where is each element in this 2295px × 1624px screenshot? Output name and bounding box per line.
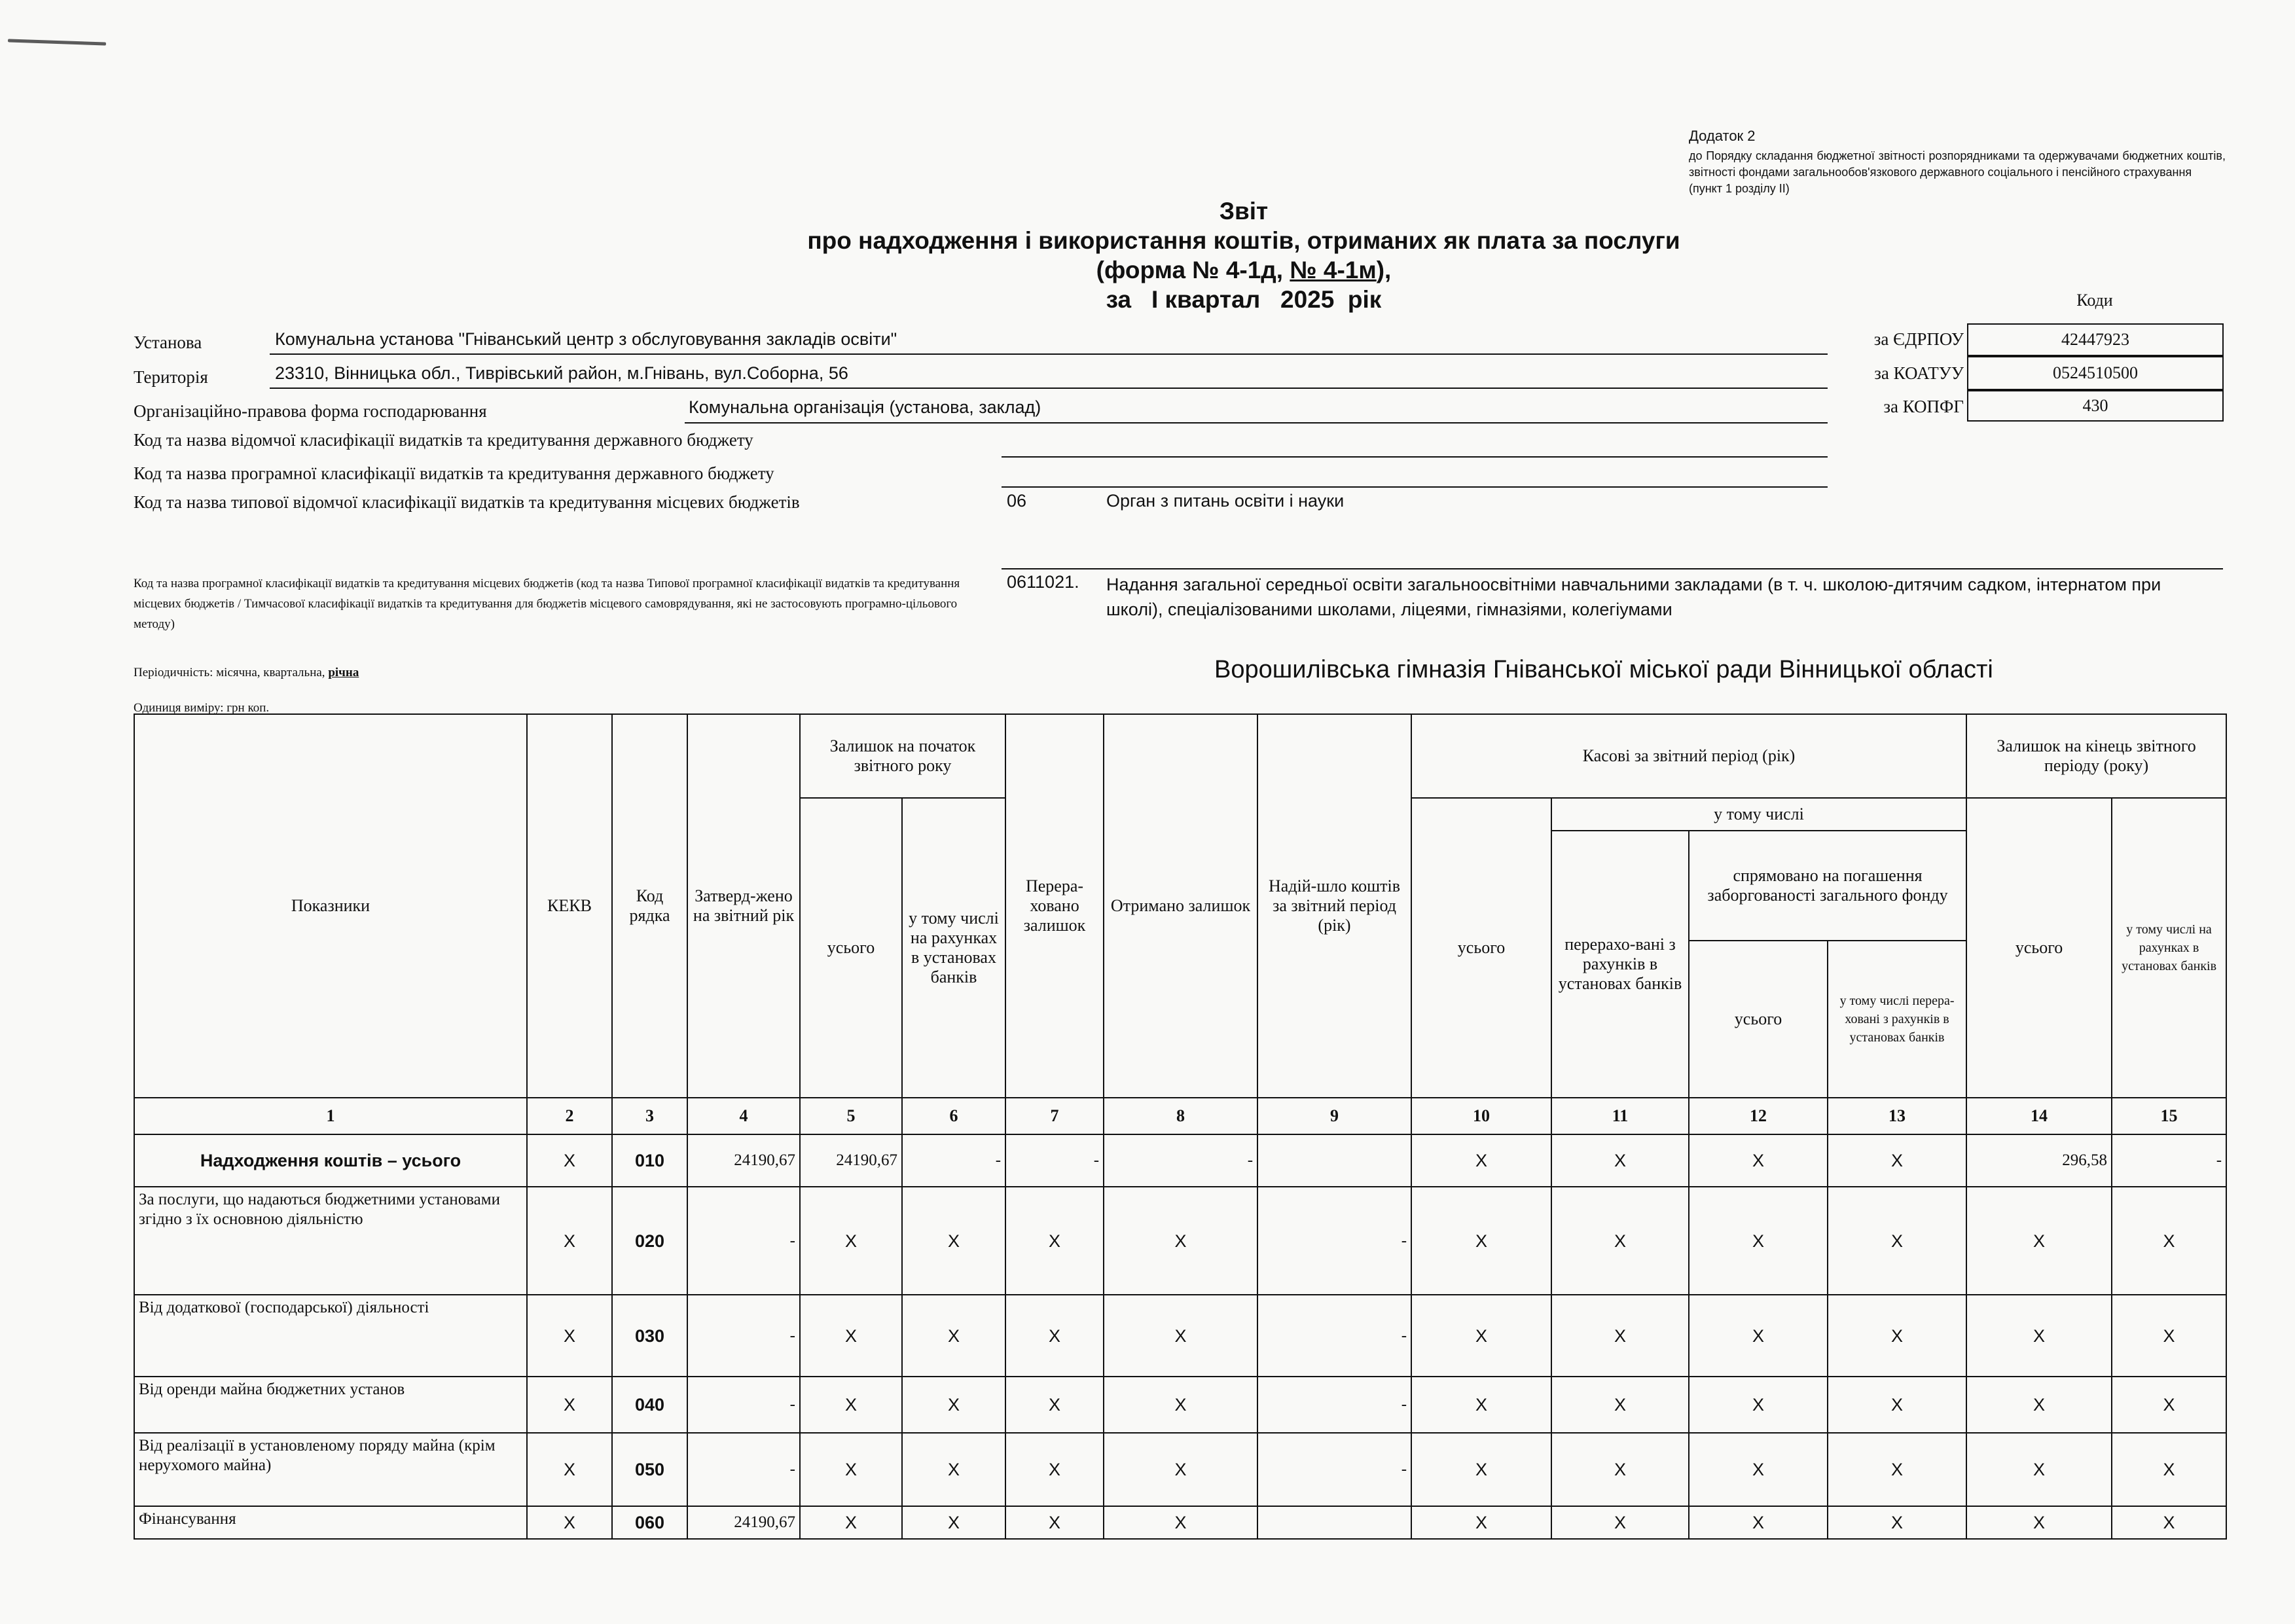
territory-value: 23310, Вінницька обл., Тиврівський район, м.Гнівань, вул.Соборна, 56 xyxy=(275,363,848,383)
table-cell: Х xyxy=(1689,1295,1828,1377)
row-name: Фінансування xyxy=(134,1506,527,1539)
table-cell: Х xyxy=(800,1187,902,1295)
report-subtitle: про надходження і використання коштів, отриманих як плата за послуги xyxy=(807,227,1680,254)
table-cell: Х xyxy=(1411,1187,1551,1295)
table-cell: 24190,67 xyxy=(687,1134,800,1187)
table-cell: 24190,67 xyxy=(800,1134,902,1187)
table-cell: Х xyxy=(800,1377,902,1433)
koatuu-label: за КОАТУУ xyxy=(1874,363,1964,383)
table-cell: Х xyxy=(1411,1377,1551,1433)
appendix-text: до Порядку складання бюджетної звітності розпорядниками та одержувачами бюджетних коштів, звітності фондами загальнообов'язкового державного соціального і пенсійного страхування xyxy=(1689,149,2226,179)
col-number: 15 xyxy=(2112,1098,2226,1134)
table-cell: Х xyxy=(902,1506,1005,1539)
prog-class-underline xyxy=(1002,486,1828,488)
col-number: 11 xyxy=(1551,1098,1689,1134)
edrpou-code: 42447923 xyxy=(2061,330,2129,349)
table-cell: Х xyxy=(902,1295,1005,1377)
table-cell: - xyxy=(687,1433,800,1506)
appendix-point: (пункт 1 розділу II) xyxy=(1689,182,1790,195)
col-kekv: КЕКВ xyxy=(527,714,612,1098)
appendix-note xyxy=(1689,128,2226,197)
table-cell: Х xyxy=(2112,1295,2226,1377)
col-number: 10 xyxy=(1411,1098,1551,1134)
table-cell: - xyxy=(1104,1134,1257,1187)
typical-dept-code: 06 xyxy=(1007,491,1027,511)
col-number: 7 xyxy=(1005,1098,1104,1134)
table-cell: Х xyxy=(2112,1187,2226,1295)
institution-label: Установа xyxy=(134,333,202,352)
col-number: 4 xyxy=(687,1098,800,1134)
col-cash-including: у тому числі xyxy=(1551,798,1966,831)
table-cell: Х xyxy=(1005,1377,1104,1433)
table-cell: Х xyxy=(902,1187,1005,1295)
table-cell: Х xyxy=(800,1506,902,1539)
col-number: 6 xyxy=(902,1098,1005,1134)
table-cell: - xyxy=(1257,1377,1411,1433)
table-row xyxy=(134,1187,2226,1295)
col-debt-repayment: спрямовано на погашення заборгованості загального фонду xyxy=(1689,831,1966,941)
codes-header: Коди xyxy=(2076,291,2113,310)
periodicity-selected: річна xyxy=(328,666,359,679)
report-period: за І квартал 2025 рік xyxy=(1106,286,1382,313)
table-cell: Х xyxy=(1411,1134,1551,1187)
row-name: Від додаткової (господарської) діяльності xyxy=(134,1295,527,1377)
kopfg-code: 430 xyxy=(2082,396,2108,415)
report-table xyxy=(134,713,2227,1540)
local-prog-label: Код та назва програмної класифікації видатків та кредитування місцевих бюджетів (код та назва Типової програмної класифікації видатків та кредитування місцевих бюджетів / Тимчасової класифікації видатків та кредитування для бюджетів місцевого самоврядування, які не застосовують програмно-цільового методу) xyxy=(134,577,960,631)
table-cell: Х xyxy=(1828,1506,1966,1539)
table-cell: Х xyxy=(1689,1134,1828,1187)
scan-artifact xyxy=(8,39,106,45)
table-cell: Х xyxy=(1966,1506,2112,1539)
table-cell: Х xyxy=(1551,1134,1689,1187)
table-cell: Х xyxy=(1411,1506,1551,1539)
table-cell: Х xyxy=(1689,1433,1828,1506)
table-cell: Х xyxy=(800,1433,902,1506)
legal-form-label: Організаційно-правова форма господарювання xyxy=(134,401,487,421)
table-cell: Х xyxy=(1551,1377,1689,1433)
organization-name: Ворошилівська гімназія Гніванської міської ради Вінницької області xyxy=(1214,656,1993,683)
table-cell: Х xyxy=(2112,1377,2226,1433)
table-cell: Х xyxy=(1828,1134,1966,1187)
table-cell: - xyxy=(2112,1134,2226,1187)
col-indicators: Показники xyxy=(134,714,527,1098)
table-cell: Х xyxy=(1104,1187,1257,1295)
report-title: Звіт xyxy=(1219,198,1269,225)
table-cell: 296,58 xyxy=(1966,1134,2112,1187)
table-cell: Х xyxy=(1411,1295,1551,1377)
table-cell: Х xyxy=(1966,1187,2112,1295)
table-cell: Х xyxy=(1104,1433,1257,1506)
table-cell: Х xyxy=(1689,1506,1828,1539)
table-cell: Х xyxy=(1411,1433,1551,1506)
table-cell: Х xyxy=(527,1377,612,1433)
local-prog-name: Надання загальної середньої освіти загальноосвітніми навчальними закладами (в т. ч. школою-дитячим садком, інтернатом при школі), спеціалізованими школами, ліцеями, гімназіями, колегіумами xyxy=(1106,575,2161,619)
col-balance-end: Залишок на кінець звітного періоду (року) xyxy=(1966,714,2226,798)
table-cell: - xyxy=(1257,1187,1411,1295)
legal-form-underline xyxy=(685,422,1828,424)
table-cell: 24190,67 xyxy=(687,1506,800,1539)
table-cell: 060 xyxy=(612,1506,687,1539)
table-cell: - xyxy=(1257,1433,1411,1506)
institution-value: Комунальна установа "Гніванський центр з обслуговування закладів освіти" xyxy=(275,329,897,349)
column-number-row xyxy=(134,1098,2226,1134)
typical-dept-label: Код та назва типової відомчої класифікації видатків та кредитування місцевих бюджетів xyxy=(134,492,800,512)
table-cell: 020 xyxy=(612,1187,687,1295)
table-cell: Х xyxy=(1689,1187,1828,1295)
col-end-banks: у тому числі на рахунках в установах банків xyxy=(2112,798,2226,1098)
form-prefix: (форма № 4-1д, xyxy=(1096,257,1290,283)
col-row-code: Код рядка xyxy=(612,714,687,1098)
table-cell: Х xyxy=(2112,1506,2226,1539)
col-received-funds: Надій-шло коштів за звітний період (рік) xyxy=(1257,714,1411,1098)
table-row xyxy=(134,1377,2226,1433)
table-cell: Х xyxy=(1104,1295,1257,1377)
col-number: 5 xyxy=(800,1098,902,1134)
table-cell: Х xyxy=(1551,1433,1689,1506)
table-cell: 050 xyxy=(612,1433,687,1506)
dept-class-label: Код та назва відомчої класифікації видатків та кредитування державного бюджету xyxy=(134,430,753,450)
table-cell: Х xyxy=(1005,1295,1104,1377)
col-number: 9 xyxy=(1257,1098,1411,1134)
table-cell: Х xyxy=(1005,1187,1104,1295)
table-body xyxy=(134,1134,2226,1539)
periodicity-label: Періодичність: місячна, квартальна, xyxy=(134,666,329,679)
table-cell: 040 xyxy=(612,1377,687,1433)
col-number: 1 xyxy=(134,1098,527,1134)
table-cell: Х xyxy=(1966,1295,2112,1377)
table-cell: Х xyxy=(1689,1377,1828,1433)
table-cell: - xyxy=(1257,1295,1411,1377)
col-cash-total: усього xyxy=(1411,798,1551,1098)
table-cell: - xyxy=(902,1134,1005,1187)
table-cell xyxy=(1257,1506,1411,1539)
row-name: Надходження коштів – усього xyxy=(134,1134,527,1187)
edrpou-code-box xyxy=(1967,323,2224,356)
form-suffix: ), xyxy=(1376,257,1392,283)
col-debt-total: усього xyxy=(1689,941,1828,1098)
table-cell: Х xyxy=(527,1295,612,1377)
col-transferred: Перера-ховано залишок xyxy=(1005,714,1104,1098)
table-cell: Х xyxy=(1005,1506,1104,1539)
table-row xyxy=(134,1506,2226,1539)
table-cell: Х xyxy=(1551,1187,1689,1295)
table-cell: Х xyxy=(902,1377,1005,1433)
table-row xyxy=(134,1295,2226,1377)
table-cell: Х xyxy=(1828,1377,1966,1433)
appendix-title: Додаток 2 xyxy=(1689,128,1756,144)
table-cell: Х xyxy=(800,1295,902,1377)
table-cell: Х xyxy=(1551,1295,1689,1377)
table-cell: 010 xyxy=(612,1134,687,1187)
typical-dept-name: Орган з питань освіти і науки xyxy=(1106,491,1345,511)
territory-label: Територія xyxy=(134,367,208,387)
col-number: 13 xyxy=(1828,1098,1966,1134)
legal-form-value: Комунальна організація (установа, заклад) xyxy=(689,397,1041,417)
periodicity xyxy=(134,662,359,683)
col-number: 2 xyxy=(527,1098,612,1134)
table-cell: Х xyxy=(527,1506,612,1539)
report-title-block xyxy=(655,196,1833,314)
table-cell: Х xyxy=(1966,1377,2112,1433)
koatuu-code-box xyxy=(1967,356,2224,390)
col-number: 3 xyxy=(612,1098,687,1134)
dept-class-underline xyxy=(1002,456,1828,458)
edrpou-label: за ЄДРПОУ xyxy=(1873,329,1964,349)
koatuu-code: 0524510500 xyxy=(2053,363,2138,382)
table-cell: Х xyxy=(2112,1433,2226,1506)
table-cell xyxy=(1257,1134,1411,1187)
row-name: За послуги, що надаються бюджетними установами згідно з їх основною діяльністю xyxy=(134,1187,527,1295)
local-prog-code: 0611021. xyxy=(1007,572,1079,592)
kopfg-label: за КОПФГ xyxy=(1883,397,1964,416)
table-cell: Х xyxy=(902,1433,1005,1506)
table-cell: 030 xyxy=(612,1295,687,1377)
col-number: 14 xyxy=(1966,1098,2112,1134)
col-debt-banks: у тому числі перера-ховані з рахунків в установах банків xyxy=(1828,941,1966,1098)
table-cell: Х xyxy=(1966,1433,2112,1506)
table-cell: Х xyxy=(1005,1433,1104,1506)
table-cell: - xyxy=(687,1187,800,1295)
territory-underline xyxy=(270,388,1828,389)
table-cell: - xyxy=(687,1377,800,1433)
unit-label: Одиниця виміру: грн коп. xyxy=(134,701,270,715)
table-row xyxy=(134,1433,2226,1506)
table-cell: - xyxy=(687,1295,800,1377)
table-cell: Х xyxy=(1551,1506,1689,1539)
table-cell: Х xyxy=(1828,1433,1966,1506)
row-name: Від оренди майна бюджетних установ xyxy=(134,1377,527,1433)
table-cell: Х xyxy=(1104,1506,1257,1539)
col-end-total: усього xyxy=(1966,798,2112,1098)
col-cash: Касові за звітний період (рік) xyxy=(1411,714,1966,798)
table-cell: Х xyxy=(527,1433,612,1506)
institution-underline xyxy=(270,353,1828,355)
col-number: 12 xyxy=(1689,1098,1828,1134)
table-cell: Х xyxy=(1104,1377,1257,1433)
row-name: Від реалізації в установленому поряду майна (крім нерухомого майна) xyxy=(134,1433,527,1506)
table-cell: Х xyxy=(527,1187,612,1295)
col-start-total: усього xyxy=(800,798,902,1098)
table-cell: Х xyxy=(1828,1295,1966,1377)
table-cell: Х xyxy=(1828,1187,1966,1295)
col-number: 8 xyxy=(1104,1098,1257,1134)
col-start-banks: у тому числі на рахунках в установах банків xyxy=(902,798,1005,1098)
prog-class-label: Код та назва програмної класифікації видатків та кредитування державного бюджету xyxy=(134,463,774,483)
form-underlined: № 4-1м xyxy=(1290,257,1377,283)
table-row xyxy=(134,1134,2226,1187)
kopfg-code-box xyxy=(1967,390,2224,422)
col-transferred-banks: перерахо-вані з рахунків в установах банків xyxy=(1551,831,1689,1098)
col-approved: Затверд-жено на звітний рік xyxy=(687,714,800,1098)
local-prog-overline xyxy=(1002,568,2223,569)
col-received-balance: Отримано залишок xyxy=(1104,714,1257,1098)
table-cell: - xyxy=(1005,1134,1104,1187)
report-form xyxy=(655,255,1833,285)
col-balance-start: Залишок на початок звітного року xyxy=(800,714,1005,798)
table-cell: Х xyxy=(527,1134,612,1187)
